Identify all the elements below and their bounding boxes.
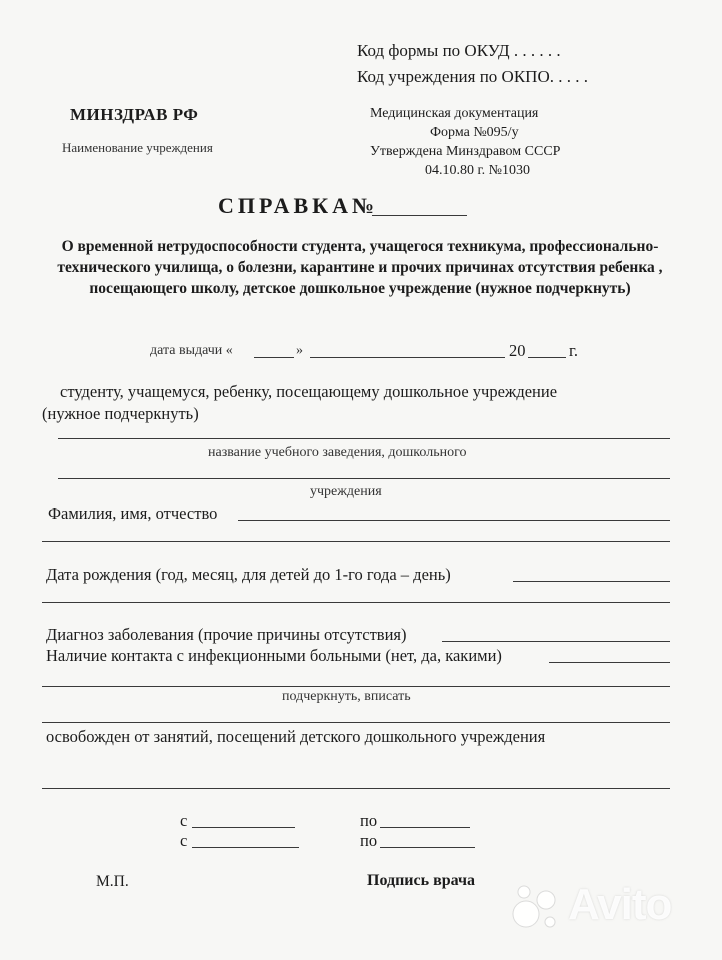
institution-caption-2: учреждения (310, 484, 382, 499)
doctor-signature-label: Подпись врача (367, 872, 475, 889)
medical-doc-info (370, 104, 560, 180)
medinfo-line-4: 04.10.80 г. №1030 (425, 163, 531, 178)
certificate-number-line[interactable] (372, 215, 467, 216)
birth-date-label: Дата рождения (год, месяц, для детей до 1-го года – день) (46, 565, 451, 584)
release-line[interactable] (42, 788, 670, 789)
contact-line-1[interactable] (549, 662, 670, 663)
contact-caption: подчеркнуть, вписать (282, 689, 411, 704)
contact-line-2[interactable] (42, 686, 670, 687)
issue-quote-close: » (296, 343, 303, 358)
document-title: СПРАВКА№ (218, 193, 379, 218)
medinfo-line-3: Утверждена Минздравом СССР (370, 144, 561, 159)
diagnosis-line[interactable] (442, 641, 670, 642)
okpo-code-line: Код учреждения по ОКПО. . . . . (357, 67, 588, 86)
issue-year-line[interactable] (528, 357, 566, 358)
period-to-label-2: по (360, 831, 378, 850)
contact-line-3[interactable] (42, 722, 670, 723)
period-from-label-1: с (180, 811, 188, 830)
avito-watermark-text: Avito (568, 880, 672, 929)
period-to-line-1[interactable] (380, 827, 470, 828)
issue-year-suffix: г. (569, 341, 579, 360)
fio-label: Фамилия, имя, отчество (48, 504, 218, 523)
medinfo-line-1: Медицинская документация (370, 106, 539, 121)
period-from-line-1[interactable] (192, 827, 295, 828)
period-from-label-2: с (180, 831, 188, 850)
fio-line-2[interactable] (42, 541, 670, 542)
period-to-line-2[interactable] (380, 847, 475, 848)
period-from-line-2[interactable] (192, 847, 299, 848)
stamp-place-label: М.П. (96, 873, 129, 890)
document-subtitle: О временной нетрудоспособности студента, учащегося техникума, профессионально-технического училища, о болезни, карантине и прочих причинах отсутствия ребенка , посещающего школу, детское дошкольное учреждение (нужное подчеркнуть) (57, 238, 663, 297)
organization-caption: Наименование учреждения (62, 140, 213, 155)
period-to-label-1: по (360, 811, 378, 830)
birth-date-line-1[interactable] (513, 581, 670, 582)
avito-watermark (510, 878, 710, 938)
issue-month-line[interactable] (310, 357, 505, 358)
form-codes (357, 38, 588, 90)
recipient-line-2: (нужное подчеркнуть) (42, 404, 199, 423)
issue-day-line[interactable] (254, 357, 294, 358)
contact-label: Наличие контакта с инфекционными больными (нет, да, какими) (46, 646, 502, 665)
institution-name-line-1[interactable] (58, 438, 670, 439)
institution-caption-1: название учебного заведения, дошкольного (208, 445, 467, 460)
diagnosis-label: Диагноз заболевания (прочие причины отсутствия) (46, 625, 407, 644)
institution-name-line-2[interactable] (58, 478, 670, 479)
release-label: освобожден от занятий, посещений детского дошкольного учреждения (46, 727, 546, 746)
medinfo-line-2: Форма №095/у (430, 125, 519, 140)
avito-logo-icon (510, 878, 568, 936)
birth-date-line-2[interactable] (42, 602, 670, 603)
issue-date-label: дата выдачи « (150, 343, 233, 358)
recipient-line-1: студенту, учащемуся, ребенку, посещающему дошкольное учреждение (60, 382, 558, 401)
issue-year-prefix: 20 (509, 341, 526, 360)
organization-name: МИНЗДРАВ РФ (70, 105, 199, 124)
fio-line-1[interactable] (238, 520, 670, 521)
okud-code-line: Код формы по ОКУД . . . . . . (357, 41, 561, 60)
